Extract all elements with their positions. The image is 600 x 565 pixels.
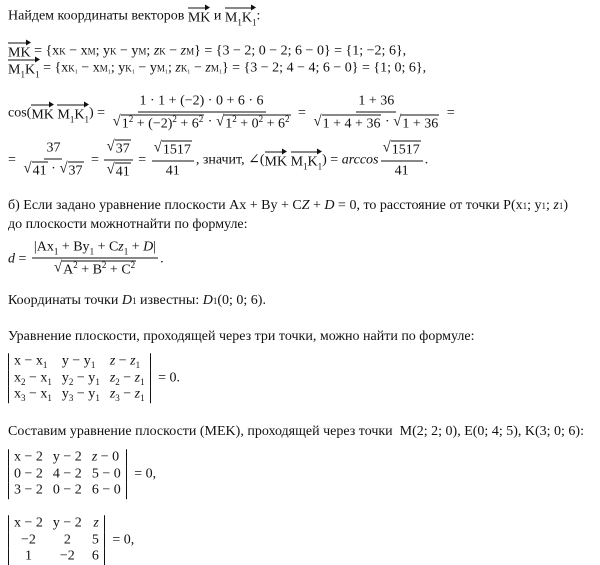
text: + By xyxy=(58,239,90,255)
italic-symbol: d xyxy=(8,251,15,266)
italic-symbol: z xyxy=(109,353,116,369)
text: = xyxy=(15,251,30,266)
determinant-cell xyxy=(9,370,57,387)
determinant-cell xyxy=(9,548,48,565)
text: 41 xyxy=(32,163,47,179)
radical-sign: √ xyxy=(59,160,68,177)
text: |Ax xyxy=(33,239,54,255)
subscript: 1 xyxy=(47,376,52,387)
text: 5 − 0 xyxy=(91,465,121,481)
text: 37 xyxy=(46,140,61,156)
text: + C xyxy=(106,262,131,278)
subscript: 1 xyxy=(47,393,52,404)
italic-symbol: z xyxy=(134,386,141,402)
text: x xyxy=(14,369,21,385)
determinant-row xyxy=(9,353,151,370)
determinant-row xyxy=(9,532,105,549)
radicand xyxy=(115,163,131,181)
italic-symbol: arccos xyxy=(341,152,379,167)
text-line: Координаты точки D 1 известны: D 1 (0; 0; 6). xyxy=(8,293,266,308)
text: Уравнение плоскости, проходящей через три точки, можно найти по формуле: xyxy=(8,329,475,344)
text: ) = xyxy=(88,105,109,120)
fraction xyxy=(111,94,293,133)
determinant-cell xyxy=(87,449,126,466)
italic-symbol: z xyxy=(109,369,116,385)
denominator xyxy=(393,162,411,180)
text: (0; 0; 6). xyxy=(217,293,266,308)
determinant-cell xyxy=(48,548,87,565)
determinant-cell xyxy=(9,466,48,483)
italic-symbol: D xyxy=(121,293,132,308)
determinant-cell xyxy=(87,466,126,483)
subscript: 3 xyxy=(115,393,120,404)
italic-symbol: D xyxy=(143,239,154,255)
text-line xyxy=(8,240,164,279)
subscript: 3 xyxy=(21,393,26,404)
radicand xyxy=(121,115,205,133)
text-line xyxy=(8,329,475,345)
text: x − 2 xyxy=(14,515,43,531)
text: 6 − 0 xyxy=(91,482,121,498)
text: + C xyxy=(94,239,119,255)
subscript: 1 xyxy=(123,246,129,257)
radicand xyxy=(162,141,192,159)
numerator xyxy=(44,141,62,160)
subscript: 2 xyxy=(115,376,120,387)
denominator xyxy=(104,161,132,181)
italic-symbol: z xyxy=(91,449,98,465)
square-root xyxy=(113,115,205,133)
radicand xyxy=(401,115,439,133)
text: MK xyxy=(31,107,54,123)
italic-symbol: z xyxy=(180,43,187,58)
text: = xyxy=(443,105,455,120)
vector xyxy=(188,6,211,27)
vector xyxy=(291,150,323,171)
text: − y xyxy=(116,43,139,58)
radical-sign: √ xyxy=(313,113,322,130)
text: 0 − 2 xyxy=(52,482,82,498)
fraction xyxy=(381,141,423,180)
determinant-cell xyxy=(48,532,87,549)
superscript: 2 xyxy=(258,113,264,124)
square-root xyxy=(54,261,136,279)
subscript: 1 xyxy=(42,360,48,371)
radical-sign: √ xyxy=(153,139,162,156)
subscript: 1 xyxy=(251,17,257,28)
determinant-cell xyxy=(57,386,105,403)
determinant-cell xyxy=(57,353,105,370)
italic-symbol: z xyxy=(109,386,116,402)
text: 41 xyxy=(115,164,130,180)
text: ; y xyxy=(95,43,110,58)
text: 41 xyxy=(394,163,409,179)
text: = xyxy=(294,105,310,120)
text: 1 · 1 + (−2) · 0 + 6 · 6 xyxy=(139,93,264,109)
denominator xyxy=(52,259,138,279)
text: − xyxy=(115,353,131,369)
radicand xyxy=(32,162,48,180)
text: K xyxy=(74,107,85,123)
text-line xyxy=(8,515,134,565)
text: M xyxy=(224,10,238,26)
superscript: 2 xyxy=(73,259,78,270)
numerator xyxy=(32,240,158,259)
determinant-cell xyxy=(57,370,105,387)
text: − xyxy=(119,369,135,385)
text-line xyxy=(8,449,156,499)
text: Составим уравнение плоскости (MEK), проходящей через точки M(2; 2; 0), E(0; 4; 5), K(3; 0; 6): xyxy=(8,424,584,439)
text-line xyxy=(8,6,260,27)
radicand xyxy=(68,162,84,180)
square-root xyxy=(383,141,421,159)
italic-symbol: D xyxy=(202,293,213,308)
text-line: MK = {x K − x M ; y K − y M ; z K − z M } = {3 − 2; 0 − 2; 6 − 0} = {1; −2; 6}, xyxy=(8,41,406,62)
subscript: 1 xyxy=(140,376,145,387)
text: + 0 xyxy=(236,116,259,132)
subscript: 2 xyxy=(21,376,26,387)
numerator xyxy=(152,141,194,162)
square-root xyxy=(23,162,47,180)
text: 1 xyxy=(24,548,32,564)
denominator xyxy=(311,113,441,133)
subscript: 3 xyxy=(68,393,74,404)
subscript: 1 xyxy=(317,161,323,172)
text: − x xyxy=(77,60,100,75)
text: ; y xyxy=(527,198,542,213)
text: 1517 xyxy=(391,142,420,158)
radical-sign: √ xyxy=(112,113,121,130)
subscript: 1 xyxy=(140,393,145,404)
text: , значит, ∠( xyxy=(195,152,265,168)
radicand xyxy=(391,141,421,159)
fraction xyxy=(152,141,194,180)
radical-sign: √ xyxy=(23,160,32,177)
determinant-cell xyxy=(87,548,105,565)
radicand xyxy=(224,115,290,133)
subscript: 1 xyxy=(90,360,96,371)
text: MK xyxy=(264,154,288,170)
text: 1 xyxy=(121,116,129,132)
square-root xyxy=(154,141,192,159)
text-line xyxy=(8,140,428,181)
numerator xyxy=(138,94,266,113)
determinant xyxy=(8,353,151,403)
determinant-cell xyxy=(48,482,87,499)
determinant-row xyxy=(9,515,105,532)
square-root xyxy=(393,115,439,133)
text: − y xyxy=(73,369,96,385)
determinant xyxy=(8,515,105,565)
text: · xyxy=(381,114,394,130)
text: 37 xyxy=(115,141,130,157)
square-root xyxy=(216,115,291,133)
subscript: 1 xyxy=(135,360,141,371)
text: − 0 xyxy=(97,449,120,465)
vector xyxy=(225,6,257,27)
numerator xyxy=(104,140,132,161)
radical-sign: √ xyxy=(53,259,63,276)
vector xyxy=(8,58,40,79)
text: M xyxy=(290,154,304,170)
italic-symbol: z xyxy=(175,60,181,75)
italic-symbol: z xyxy=(553,198,559,213)
italic-symbol: D xyxy=(324,198,335,213)
text: − xyxy=(190,60,206,75)
text: M xyxy=(57,107,70,123)
square-root xyxy=(106,163,130,181)
text: 1517 xyxy=(162,142,191,158)
fraction xyxy=(32,240,158,279)
determinant-cell xyxy=(48,466,87,483)
determinant-row xyxy=(9,386,151,403)
text: 3 − 2 xyxy=(14,482,43,498)
square-root xyxy=(313,115,381,133)
text: б) Если задано уравнение плоскости Ax + By + C xyxy=(8,198,302,213)
vector xyxy=(57,103,89,124)
italic-symbol: z xyxy=(118,239,124,255)
text: = {x xyxy=(39,60,69,75)
text: = xyxy=(134,152,150,167)
radicand xyxy=(322,115,382,133)
determinant-cell xyxy=(87,482,126,499)
text: 2 xyxy=(63,531,71,547)
text: ; xyxy=(146,43,154,58)
text: = xyxy=(87,152,103,167)
text: . xyxy=(160,251,164,266)
determinant-row xyxy=(9,466,127,483)
text: 37 xyxy=(68,163,83,179)
radicand xyxy=(62,261,136,279)
text: − xyxy=(119,386,135,402)
text: 4 − 2 xyxy=(52,465,82,481)
text: − x xyxy=(25,386,48,402)
text: ; y xyxy=(110,60,126,75)
text: y − y xyxy=(61,353,91,369)
italic-symbol: z xyxy=(153,43,160,58)
fraction xyxy=(311,94,441,133)
text: + 6 xyxy=(176,116,199,132)
radicand xyxy=(115,140,131,158)
text-line xyxy=(8,424,584,440)
text: известны: xyxy=(136,293,203,308)
subscript: 1 xyxy=(35,69,40,80)
radical-sign: √ xyxy=(393,113,402,130)
determinant-cell xyxy=(9,449,48,466)
determinant-cell xyxy=(48,449,87,466)
subscript: 1 xyxy=(89,246,95,257)
text: } = {3 − 2; 0 − 2; 6 − 0} = {1; −2; 6}, xyxy=(194,43,407,58)
vector xyxy=(265,150,288,171)
text: + xyxy=(309,198,325,213)
text: · xyxy=(47,161,60,177)
determinant-cell xyxy=(105,386,150,403)
text: ; xyxy=(167,60,176,75)
determinant-cell xyxy=(9,515,48,532)
text: ; xyxy=(546,198,554,213)
text: A xyxy=(63,262,74,278)
subscript: 1 xyxy=(69,114,75,125)
subscript: 1 xyxy=(95,376,100,387)
text: + B xyxy=(77,262,102,278)
text: = xyxy=(8,152,20,167)
text: −2 xyxy=(21,531,36,547)
text-line xyxy=(8,217,248,233)
text: = {x xyxy=(30,43,60,58)
text: 6 xyxy=(91,548,99,564)
denominator xyxy=(111,113,293,133)
determinant-cell xyxy=(87,532,105,549)
text: − y xyxy=(73,386,96,402)
determinant-cell xyxy=(9,482,48,499)
text: до плоскости можнотнайти по формуле: xyxy=(8,217,248,232)
determinant-cell xyxy=(9,386,57,403)
italic-symbol: Z xyxy=(301,198,310,213)
subscript: 1 xyxy=(95,393,100,404)
text: · xyxy=(204,114,216,130)
subscript: 1 xyxy=(84,114,89,125)
radical-sign: √ xyxy=(215,113,225,130)
radical-sign: √ xyxy=(106,138,115,155)
italic-symbol: z xyxy=(93,515,99,531)
text: x − 2 xyxy=(14,449,43,465)
text: = 0, xyxy=(130,466,157,481)
italic-symbol: z xyxy=(134,369,141,385)
denominator xyxy=(21,160,85,180)
text: − x xyxy=(25,369,48,385)
text-line: $M_1K_1$ = {x K₁ − x M₁ ; y K₁ − y M₁ ; z K₁ − z M₁ } = {3 − 2; 4 − 4; 6 − 0} = {1; 0; 6}, xyxy=(8,58,426,79)
superscript: 2 xyxy=(128,113,134,124)
determinant-cell xyxy=(87,515,105,532)
text: y xyxy=(61,369,69,385)
fraction xyxy=(21,141,85,180)
square-root xyxy=(59,162,83,180)
text: + (−2) xyxy=(133,116,173,132)
text: и xyxy=(210,8,225,23)
text: 1 + 36 xyxy=(402,116,439,132)
superscript: 2 xyxy=(130,259,136,270)
text-line xyxy=(8,94,455,133)
text: 1 xyxy=(225,116,233,132)
square-root xyxy=(106,140,130,158)
numerator xyxy=(356,94,396,113)
italic-symbol: z xyxy=(130,353,136,369)
subscript: 1 xyxy=(237,17,242,28)
text: −2 xyxy=(59,548,75,564)
text: Найдем координаты векторов xyxy=(8,8,188,23)
determinant-cell xyxy=(9,353,57,370)
text: | xyxy=(153,239,157,255)
text: − x xyxy=(65,43,88,58)
determinant-cell xyxy=(48,515,87,532)
determinant-cell xyxy=(105,370,150,387)
italic-symbol: z xyxy=(205,60,211,75)
text: 5 xyxy=(91,531,99,547)
superscript: 2 xyxy=(172,113,177,124)
text: 1 + 4 + 36 xyxy=(322,116,381,132)
text: ) xyxy=(563,198,569,213)
subscript: 1 xyxy=(53,246,59,257)
text: cos( xyxy=(8,105,32,120)
subscript: 1 xyxy=(20,69,25,80)
text: M xyxy=(8,62,21,78)
text: + xyxy=(128,239,144,255)
text-line xyxy=(8,353,180,403)
text: = 0. xyxy=(154,370,181,385)
text: 0 − 2 xyxy=(14,465,43,481)
text: MK xyxy=(187,10,211,26)
text: − xyxy=(165,43,181,58)
text: MK xyxy=(8,45,31,61)
text: 1 + 36 xyxy=(358,93,395,109)
determinant-cell xyxy=(9,532,48,549)
denominator xyxy=(164,162,182,180)
superscript: 2 xyxy=(198,113,204,124)
determinant-row xyxy=(9,449,127,466)
radical-sign: √ xyxy=(382,139,391,156)
text: 41 xyxy=(165,163,180,179)
determinant-row xyxy=(9,548,105,565)
text: y − 2 xyxy=(52,515,82,531)
subscript: 1 xyxy=(303,161,308,172)
text: ) = xyxy=(322,152,342,167)
determinant-cell xyxy=(105,353,150,370)
text: y − 2 xyxy=(52,449,82,465)
text: Координаты точки xyxy=(8,293,122,308)
superscript: 2 xyxy=(232,113,237,124)
numerator xyxy=(381,141,423,162)
text: x xyxy=(14,386,21,402)
superscript: 2 xyxy=(285,113,290,124)
text-line: б) Если задано уравнение плоскости Ax + By + C Z + D = 0, то расстояние от точки P(x 1 ; y 1 ; z 1 ) xyxy=(8,198,569,213)
superscript: 2 xyxy=(101,259,107,270)
text: . xyxy=(424,152,429,167)
fraction xyxy=(104,140,132,181)
text: : xyxy=(256,8,261,23)
determinant-row xyxy=(9,482,127,499)
text: = 0, то расстояние от точки P(x xyxy=(334,198,523,213)
text: y xyxy=(61,386,69,402)
text: + 6 xyxy=(263,116,286,132)
text: K xyxy=(241,10,252,26)
vector xyxy=(31,103,54,124)
determinant xyxy=(8,449,127,499)
radical-sign: √ xyxy=(106,161,115,178)
subscript: 2 xyxy=(68,376,74,387)
text: − y xyxy=(134,60,157,75)
text: } = {3 − 2; 4 − 4; 6 − 0} = {1; 0; 6}, xyxy=(221,60,427,75)
text: x − x xyxy=(14,353,43,369)
text: = 0, xyxy=(108,532,135,547)
text: K xyxy=(24,62,36,78)
determinant-row xyxy=(9,370,151,387)
text: K xyxy=(307,154,318,170)
